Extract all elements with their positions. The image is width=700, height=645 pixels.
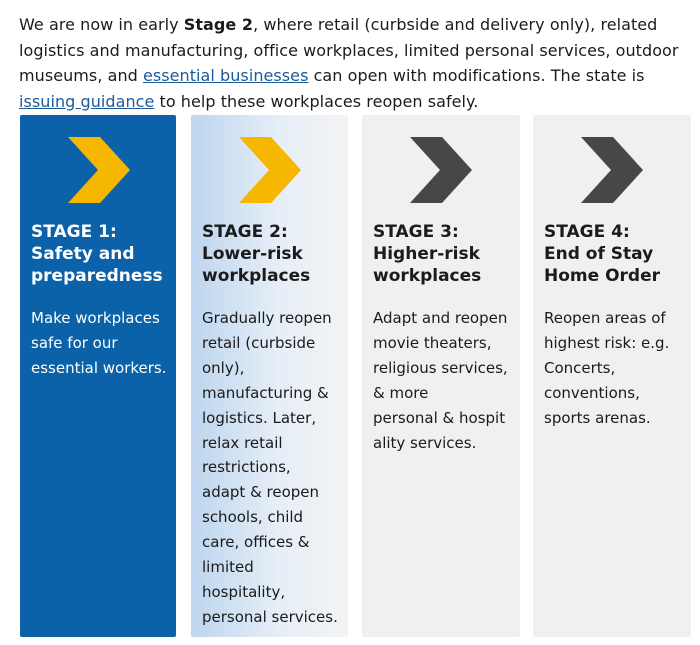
- stage-description-line: relax retail: [202, 433, 283, 452]
- stage-2-card: [191, 115, 348, 637]
- stage-title-line: workplaces: [373, 266, 482, 286]
- stage-description-line: essential workers.: [31, 358, 167, 377]
- stage-description-line: Concerts,: [544, 358, 616, 377]
- stage-title-line: STAGE 1:: [31, 222, 117, 242]
- stage-description-line: personal services.: [202, 607, 338, 626]
- stage-description-line: manufacturing &: [202, 383, 329, 402]
- stage-description-line: limited: [202, 558, 254, 577]
- stage-4-title: [544, 221, 686, 287]
- stage-description-line: adapt & reopen: [202, 483, 320, 502]
- stage-description-line: care, offices &: [202, 533, 310, 552]
- intro-text: , where retail (curbside and delivery only), related logistics and manufacturing, office workplaces, limited personal services, outdoor museums, and: [19, 15, 679, 85]
- stage-3-card: [362, 115, 520, 637]
- current-stage-label: Stage 2: [183, 15, 254, 34]
- chevron-right-icon: [579, 137, 643, 203]
- stage-title-line: End of Stay: [544, 244, 654, 264]
- stage-4-description: [544, 306, 686, 431]
- stage-description-line: Make workplaces: [31, 309, 160, 327]
- stage-4-card: [533, 115, 691, 637]
- intro-text: can open with modifications. The state is: [308, 66, 645, 85]
- stage-2-title: [202, 221, 344, 287]
- stage-description-line: schools, child: [202, 508, 304, 527]
- stage-title-line: preparedness: [31, 266, 163, 286]
- chevron-right-icon: [237, 137, 301, 203]
- stage-description-line: ality services.: [373, 433, 477, 452]
- stage-2-description: [202, 306, 344, 630]
- stage-description-line: personal & hospit: [373, 408, 506, 427]
- stage-description-line: only),: [202, 358, 245, 377]
- stage-description-line: Gradually reopen: [202, 309, 332, 327]
- stage-description-line: & more: [373, 383, 429, 402]
- stage-description-line: hospitality,: [202, 582, 286, 601]
- stage-title-line: Safety and: [31, 244, 135, 264]
- stage-description-line: Adapt and reopen: [373, 309, 508, 327]
- intro-text: to help these workplaces reopen safely.: [154, 91, 479, 111]
- stage-title-line: workplaces: [202, 266, 311, 286]
- stage-description-line: highest risk: e.g.: [544, 333, 670, 352]
- stage-title-line: STAGE 4:: [544, 222, 630, 242]
- stage-description-line: religious services,: [373, 358, 508, 377]
- stage-title-line: STAGE 3:: [373, 222, 459, 242]
- stage-description-line: safe for our: [31, 333, 118, 352]
- stage-description-line: conventions,: [544, 383, 640, 402]
- stage-description-line: movie theaters,: [373, 333, 492, 352]
- stage-1-description: [31, 306, 173, 381]
- stage-1-title: [31, 221, 173, 287]
- stage-title-line: Lower-risk: [202, 244, 303, 264]
- stage-description-line: retail (curbside: [202, 333, 316, 352]
- intro-text: We are now in early: [19, 15, 184, 34]
- issuing-guidance-link[interactable]: issuing guidance: [19, 91, 155, 111]
- stage-description-line: sports arenas.: [544, 408, 651, 427]
- stage-title-line: Higher-risk: [373, 244, 480, 264]
- stage-description-line: restrictions,: [202, 458, 291, 477]
- stage-1-card: [20, 115, 176, 637]
- stage-3-title: [373, 221, 515, 287]
- stage-3-description: [373, 306, 515, 455]
- chevron-right-icon: [408, 137, 472, 203]
- stage-title-line: Home Order: [544, 266, 660, 286]
- stage-description-line: logistics. Later,: [202, 408, 317, 427]
- essential-businesses-link[interactable]: essential businesses: [142, 66, 309, 85]
- intro-paragraph: [19, 12, 689, 114]
- chevron-right-icon: [66, 137, 130, 203]
- stage-title-line: STAGE 2:: [202, 222, 288, 242]
- stage-description-line: Reopen areas of: [544, 309, 666, 327]
